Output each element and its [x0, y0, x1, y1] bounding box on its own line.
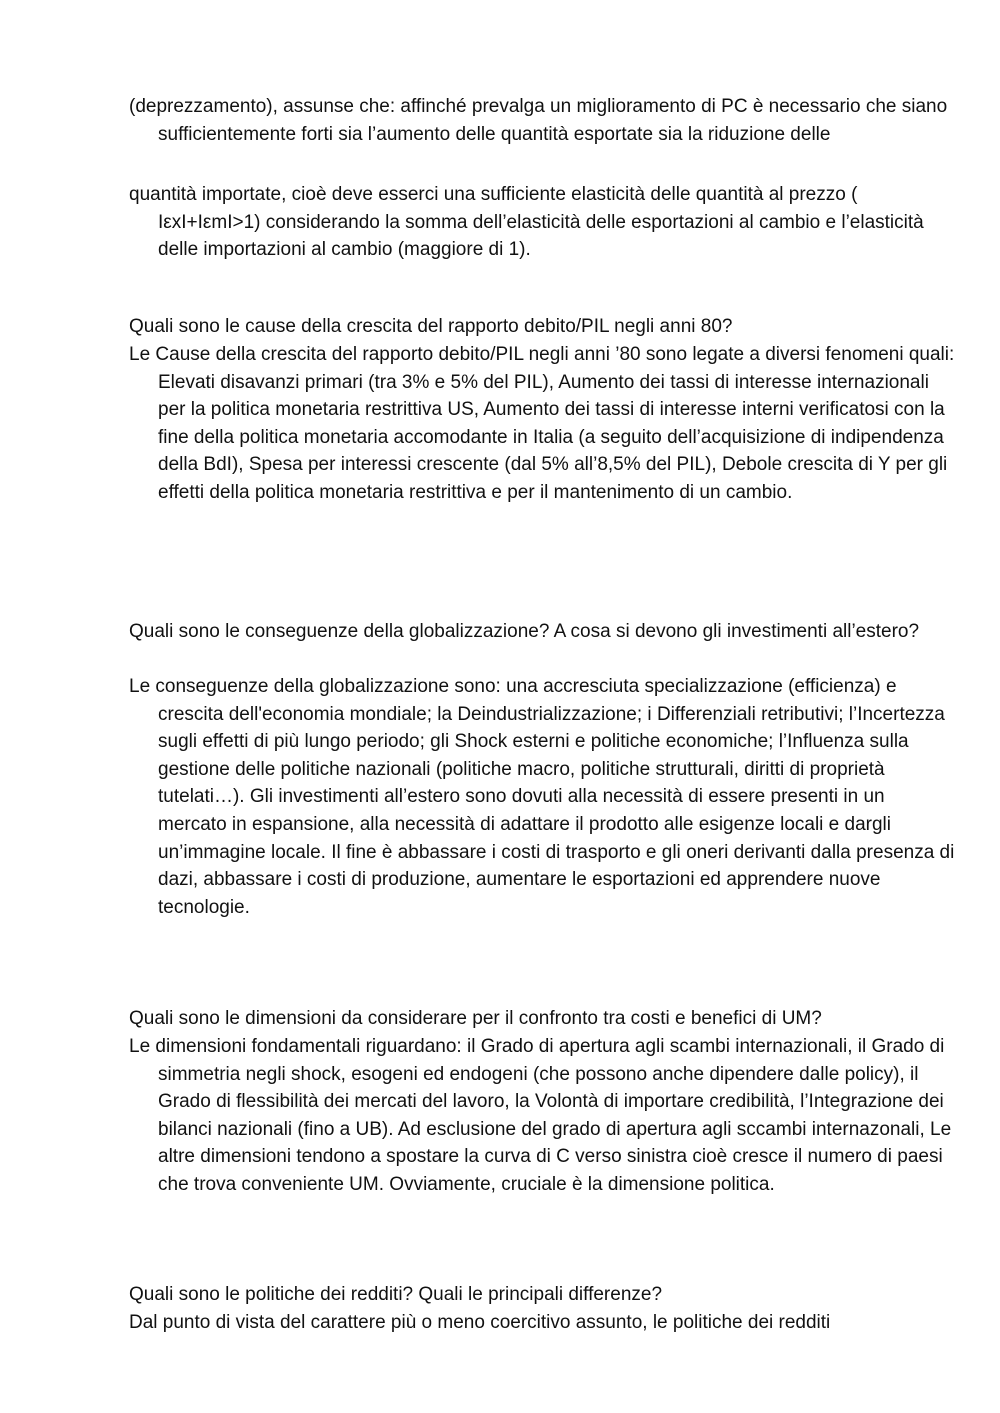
line: necessario che siano sufficientemente forti sia l’aumento delle quantità — [158, 96, 948, 145]
line: quantità importate, cioè deve esserci una sufficiente elasticità delle quantità al — [129, 184, 784, 205]
answer-debito-pil — [129, 341, 958, 507]
line: prezzo ( IεxI+IεmI>1) considerando la somma dell’elasticità delle esportazioni al — [158, 184, 858, 233]
line: Le Cause della crescita del rapporto debito/PIL negli anni ’80 sono legate a diversi — [129, 344, 821, 365]
line: investimenti all’estero sono dovuti alla necessità di essere presenti in un — [278, 786, 885, 808]
question-unione-monetaria — [129, 1005, 958, 1033]
answer-politiche-redditi — [129, 1309, 958, 1337]
line: Quali sono le conseguenze della globalizzazione? A cosa si devono gli investimenti — [129, 621, 828, 642]
line: esterni e politiche economiche; l’Influenza sulla gestione delle politiche nazionali — [158, 731, 909, 780]
line: paesi che trova conveniente UM. Ovviamente, cruciale è la dimensione politica. — [158, 1146, 943, 1195]
paragraph-deprezzamento — [129, 93, 958, 148]
line: Aumento dei tassi di interesse interni verificatosi con la fine della politica — [158, 399, 945, 448]
line: (politiche macro, politiche strutturali, diritti di proprietà tutelati…). Gli — [158, 758, 885, 808]
line: tassi di interesse internazionali per la politica monetaria restrittiva US, — [158, 371, 929, 421]
line: Differenziali retributivi; l’Incertezza sugli effetti di più lungo periodo; gli Shock — [158, 703, 945, 753]
line: fenomeni quali: Elevati disavanzi primari (tra 3% e 5% del PIL), Aumento dei — [158, 344, 955, 393]
line: dimensioni tendono a spostare la curva di C verso sinistra cioè cresce il numero di — [200, 1146, 892, 1168]
line: cambio e l’elasticità delle importazioni al cambio (maggiore di 1). — [158, 211, 924, 261]
line: Quali sono le dimensioni da considerare per il confronto tra costi e benefici di UM? — [129, 1008, 822, 1029]
line: (deprezzamento), assunse che: affinché prevalga un miglioramento di PC è — [129, 96, 764, 117]
line: internazionali, il Grado di simmetria negli shock, esogeni ed endogeni (che — [158, 1036, 945, 1085]
line: lavoro, la Volontà di importare credibilità, l’Integrazione dei bilanci nazionali (fino — [158, 1091, 944, 1140]
line: locali e dargli un’immagine locale. Il fine è abbassare i costi di trasporto e gli — [158, 813, 892, 863]
question-politiche-redditi — [129, 1281, 958, 1309]
line: Le conseguenze della globalizzazione sono: una accresciuta specializzazione — [129, 676, 783, 697]
line: a UB). Ad esclusione del grado di apertura agli sccambi internazonali, Le altre — [158, 1118, 952, 1168]
line: (efficienza) e crescita dell'economia mondiale; la Deindustrializzazione; i — [158, 676, 897, 725]
line: mantenimento di un cambio. — [553, 481, 793, 503]
answer-globalizzazione — [129, 673, 958, 921]
line: Quali sono le cause della crescita del rapporto debito/PIL negli anni 80? — [129, 316, 733, 337]
line: esportate sia la riduzione delle — [573, 123, 831, 145]
line: mercato in espansione, alla necessità di adattare il prodotto alle esigenze — [158, 813, 775, 835]
line: all’estero? — [832, 621, 920, 642]
paragraph-elasticita — [129, 181, 958, 264]
question-debito-pil — [129, 313, 958, 341]
line: Dal punto di vista del carattere più o meno coercitivo assunto, le politiche dei redditi — [129, 1312, 831, 1333]
line: oneri derivanti dalla presenza di dazi, abbassare i costi di produzione, — [158, 841, 955, 891]
question-globalizzazione — [129, 618, 958, 646]
line: Quali sono le politiche dei redditi? Quali le principali differenze? — [129, 1284, 663, 1305]
line: della BdI), Spesa per interessi crescente (dal 5% all’8,5% del PIL), Debole — [158, 454, 783, 476]
line: possono anche dipendere dalle policy), il Grado di flessibilità dei mercati del — [158, 1063, 919, 1113]
line: crescita di Y per gli effetti della politica monetaria restrittiva e per il — [158, 454, 948, 503]
answer-unione-monetaria — [129, 1033, 958, 1199]
line: monetaria accomodante in Italia (a seguito dell’acquisizione di indipendenza — [303, 426, 944, 448]
line: aumentare le esportazioni ed apprendere nuove tecnologie. — [158, 869, 881, 918]
line: Le dimensioni fondamentali riguardano: il Grado di apertura agli scambi — [129, 1036, 730, 1057]
